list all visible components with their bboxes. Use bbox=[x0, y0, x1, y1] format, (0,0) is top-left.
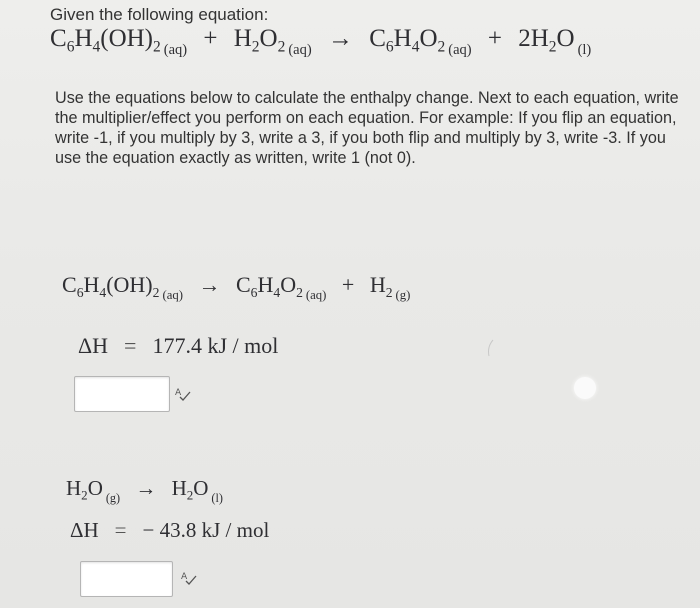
delta-h-value: − 43.8 kJ / mol bbox=[142, 518, 270, 542]
reaction-1-equation: $C_6H_4(OH)_2$ $_{(aq)} \to C_6H_4O_2$ $_{(aq)} + H_2$ $_{(g)}$ bbox=[62, 272, 411, 303]
svg-text:A: A bbox=[181, 572, 188, 582]
glare-spot bbox=[574, 377, 596, 399]
reaction-2-multiplier-input[interactable] bbox=[80, 561, 173, 597]
svg-text:A: A bbox=[175, 388, 182, 398]
reaction-1-multiplier-input[interactable] bbox=[74, 376, 170, 412]
delta-h-value: 177.4 kJ / mol bbox=[152, 333, 279, 358]
delta-h-label: ΔH bbox=[78, 333, 109, 358]
delta-h-label: ΔH bbox=[70, 518, 99, 542]
reaction-1-enthalpy: ΔH = 177.4 kJ / mol bbox=[78, 333, 279, 358]
reaction-2-enthalpy: ΔH = − 43.8 kJ / mol bbox=[70, 518, 270, 542]
spellcheck-icon[interactable] bbox=[180, 570, 198, 586]
intro-text: Given the following equation: bbox=[50, 5, 269, 24]
main-equation: $C_6H_4(OH)_2$ $_{(aq)} + H_2O_2$ $_{(aq)} \to C_6H_4O_2$ $_{(aq)} + 2H_2O$ $_{(l)}$ bbox=[50, 25, 592, 58]
spellcheck-icon[interactable] bbox=[174, 386, 192, 402]
stray-mark bbox=[486, 339, 494, 357]
reaction-2-equation: $H_2O$ $_{(g)} \to H_2O$ $_{(l)}$ bbox=[66, 476, 223, 505]
instructions-text: Use the equations below to calculate the enthalpy change. Next to each equation, write the multiplier/effect you perform on each equation. For example: If you flip an equation, write -1, if you multiply by 3, write a 3, if you both flip and multiply by 3, write -3. If you use the equation exactly as written, write 1 (not 0). bbox=[55, 89, 679, 167]
